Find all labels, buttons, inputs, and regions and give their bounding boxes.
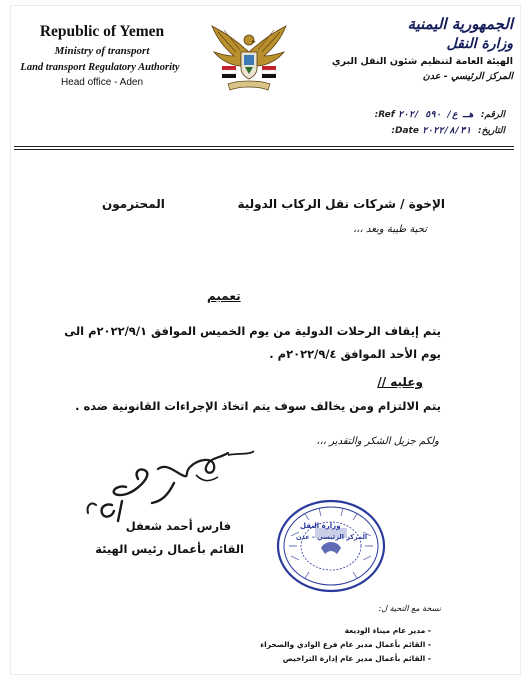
date-label-ar: التاريخ: bbox=[478, 126, 505, 136]
date-line bbox=[387, 126, 505, 136]
page-frame bbox=[10, 5, 521, 675]
signatory-title: القائم بأعمال رئيس الهيئة bbox=[95, 542, 244, 556]
ref-value: هـ ع/ ٥٩٠ /٢٠٢ bbox=[397, 110, 474, 120]
greeting: تحية طيبة وبعد ،،، bbox=[353, 224, 427, 235]
copy-recipient-3: - القائم بأعمال مدير عام إدارة التراخيص bbox=[283, 654, 431, 663]
en-country: Republic of Yemen bbox=[39, 23, 165, 40]
ar-office: المركز الرئيسي - عدن bbox=[422, 71, 513, 82]
stamp-text-ministry: وزارة النقل bbox=[300, 522, 341, 530]
date-label-en: Date: bbox=[391, 126, 419, 136]
closing-phrase: ولكم جزيل الشكر والتقدير ،،، bbox=[316, 436, 439, 447]
signatory-name: فارس أحمد شعفل bbox=[125, 519, 231, 533]
stamp-text-office: المركز الرئيسي - عدن bbox=[296, 533, 368, 541]
en-ministry: Ministry of transport bbox=[54, 45, 150, 57]
circular-title: تعميم bbox=[207, 289, 241, 303]
honorific: المحترمون bbox=[102, 197, 165, 211]
ar-country: الجمهورية اليمنية bbox=[407, 15, 513, 33]
ar-ministry: وزارة النقل bbox=[446, 36, 513, 52]
ar-authority: الهيئة العامة لتنظيم شئون النقل البري bbox=[331, 56, 513, 67]
yemen-eagle-emblem-icon bbox=[208, 22, 290, 98]
body-line-1: يتم إيقاف الرحلات الدولية من يوم الخميس الموافق ٢٠٢٢/٩/١م الى bbox=[64, 324, 441, 338]
ref-label-en: Ref: bbox=[374, 110, 395, 120]
handwritten-signature-icon bbox=[78, 445, 258, 525]
header-divider bbox=[14, 146, 514, 147]
and-thus-label: وعليه // bbox=[377, 375, 423, 389]
en-office: Head office - Aden bbox=[60, 77, 144, 88]
body-line-2: يوم الأحد الموافق ٢٠٢٢/٩/٤م . bbox=[269, 347, 441, 361]
official-stamp-icon bbox=[275, 498, 387, 594]
recipient: الإخوة / شركات نقل الركاب الدولية bbox=[237, 197, 445, 211]
copy-recipient-1: - مدير عام ميناء الوديعة bbox=[345, 626, 431, 635]
ref-label-ar: الرقم: bbox=[480, 110, 505, 120]
body-line-3: يتم الالتزام ومن يخالف سوف يتم اتخاذ الإجراءات القانونية ضده . bbox=[75, 399, 441, 413]
reference-line bbox=[371, 110, 505, 120]
english-letterhead bbox=[18, 22, 186, 90]
copies-label: نسخة مع التحية ل: bbox=[378, 604, 441, 613]
en-authority: Land transport Regulatory Authority bbox=[20, 62, 180, 73]
date-value: ٢٠٢٢/٨/٣١ bbox=[422, 126, 471, 136]
arabic-letterhead bbox=[331, 14, 513, 84]
copy-recipient-2: - القائم بأعمال مدير عام فرع الوادي والصحراء bbox=[260, 640, 431, 649]
header-divider-thin bbox=[14, 149, 514, 150]
